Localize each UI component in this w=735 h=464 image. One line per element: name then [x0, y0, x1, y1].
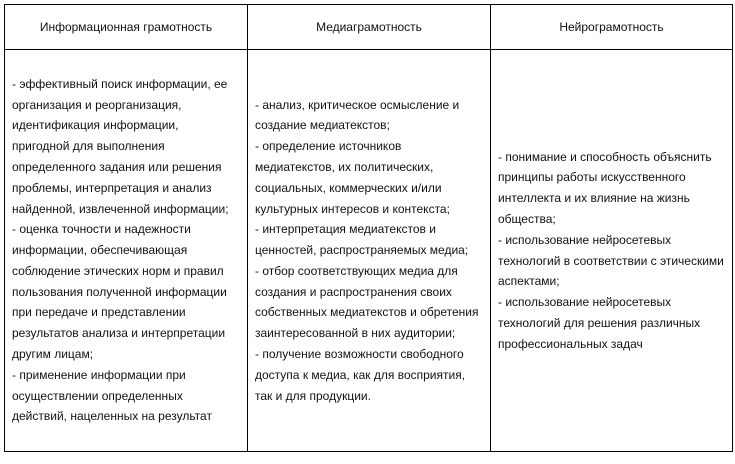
- cell-neuro-literacy: [491, 50, 733, 452]
- list-item: - отбор соответствующих медиа для создания и распространения своих собственных медиатекстов и обретения заинтересованной в них аудитории;: [255, 263, 479, 341]
- cell-information-literacy: [5, 50, 248, 452]
- table-row: [5, 50, 733, 452]
- list-item: - определение источников медиатекстов, их политических, социальных, коммерческих и/или культурных интересов и контекста;: [255, 139, 450, 216]
- header-information-literacy: Информационная грамотность: [5, 5, 248, 50]
- table-header-row: [5, 5, 733, 50]
- cell-media-literacy: [248, 50, 491, 452]
- list-item: - понимание и способность объяснить принципы работы искусственного интеллекта и их влияние на жизнь общества;: [498, 149, 712, 226]
- list-item: - использование нейросетевых технологий для решения различных профессиональных задач: [498, 295, 701, 351]
- header-neuro-literacy: Нейрограмотность: [491, 5, 733, 50]
- header-media-literacy: Медиаграмотность: [248, 5, 491, 50]
- literacy-comparison-table: [4, 4, 733, 452]
- list-item: - применение информации при осуществлении определенных действий, нацеленных на результат: [12, 367, 212, 424]
- list-item: - интерпретация медиатекстов и ценностей, распространяемых медиа;: [255, 222, 469, 258]
- list-item: - эффективный поиск информации, ее организация и реорганизация, идентификация информации, пригодной для выполнения определенного задания или решения проблемы, интерпретация и анализ найденной, извлеченной информации;: [12, 76, 229, 216]
- list-item: - анализ, критическое осмысление и создание медиатекстов;: [255, 97, 460, 133]
- list-item: - получение возможности свободного доступа к медиа, как для восприятия, так и для продукции.: [255, 347, 466, 403]
- list-item: - использование нейросетевых технологий в соответствии с этическими аспектами;: [498, 232, 724, 289]
- list-item: - оценка точности и надежности информации, обеспечивающая соблюдение этических норм и правил пользования полученной информации при передаче и представлении результатов анализа и интерпретации другим лицам;: [12, 222, 227, 362]
